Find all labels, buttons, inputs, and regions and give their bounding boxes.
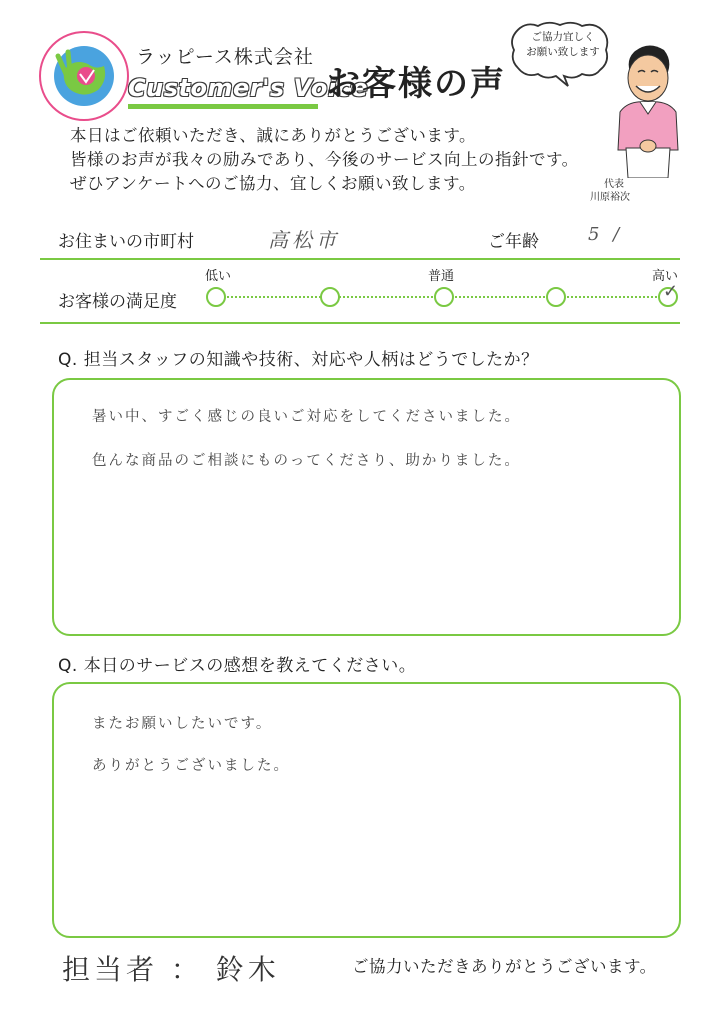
rating-option-2[interactable] (320, 287, 340, 307)
scale-mid-label: 普通 (428, 269, 455, 284)
representative-name: 川原裕次 (590, 192, 630, 203)
answer-1-line-1: 暑い中、すごく感じの良いご対応をしてくださいました。 (92, 409, 521, 425)
satisfaction-divider (40, 322, 680, 324)
question-2: Q. 本日のサービスの感想を教えてください。 (58, 656, 417, 676)
header-underline (128, 104, 318, 109)
rating-check-mark: ✓ (663, 281, 679, 302)
bubble-line-1: ご協力宜しく (531, 31, 595, 43)
customers-voice-logo-text: Customer's Voice (128, 74, 369, 102)
speech-bubble-text (522, 30, 604, 60)
bubble-line-2: お願い致します (526, 46, 600, 58)
company-logo (38, 30, 130, 122)
city-label: お住まいの市町村 (58, 232, 194, 252)
rating-option-1[interactable] (206, 287, 226, 307)
rating-option-3[interactable] (434, 287, 454, 307)
staff-in-charge: 担当者 ： 鈴木 (62, 953, 280, 986)
question-1: Q. 担当スタッフの知識や技術、対応や人柄はどうでしたか？ (58, 350, 539, 370)
satisfaction-label: お客様の満足度 (58, 292, 177, 312)
intro-line-3: ぜひアンケートへのご協力、宜しくお願い致します。 (70, 174, 476, 193)
thank-you-message: ご協力いただきありがとうございます。 (352, 957, 657, 976)
answer-2-line-1: またお願いしたいです。 (92, 716, 273, 732)
scale-low-label: 低い (205, 269, 232, 284)
age-value: 5 / (588, 224, 624, 245)
field-divider (40, 258, 680, 260)
rating-option-4[interactable] (546, 287, 566, 307)
representative-title: 代表 (604, 179, 624, 190)
answer-1-line-2: 色んな商品のご相談にものってくださり、助かりました。 (92, 453, 521, 469)
intro-line-2: 皆様のお声が我々の励みであり、今後のサービス向上の指針です。 (70, 150, 579, 169)
page-title: お客様の声 (326, 64, 506, 104)
scale-high-label: 高い (652, 269, 679, 284)
answer-2-line-2: ありがとうございました。 (92, 758, 290, 774)
intro-line-1: 本日はご依頼いただき、誠にありがとうございます。 (70, 126, 477, 145)
company-name: ラッピース株式会社 (136, 46, 314, 68)
intro-text (70, 124, 579, 196)
age-label: ご年齢 (488, 232, 539, 252)
city-value: 高松市 (268, 228, 340, 252)
